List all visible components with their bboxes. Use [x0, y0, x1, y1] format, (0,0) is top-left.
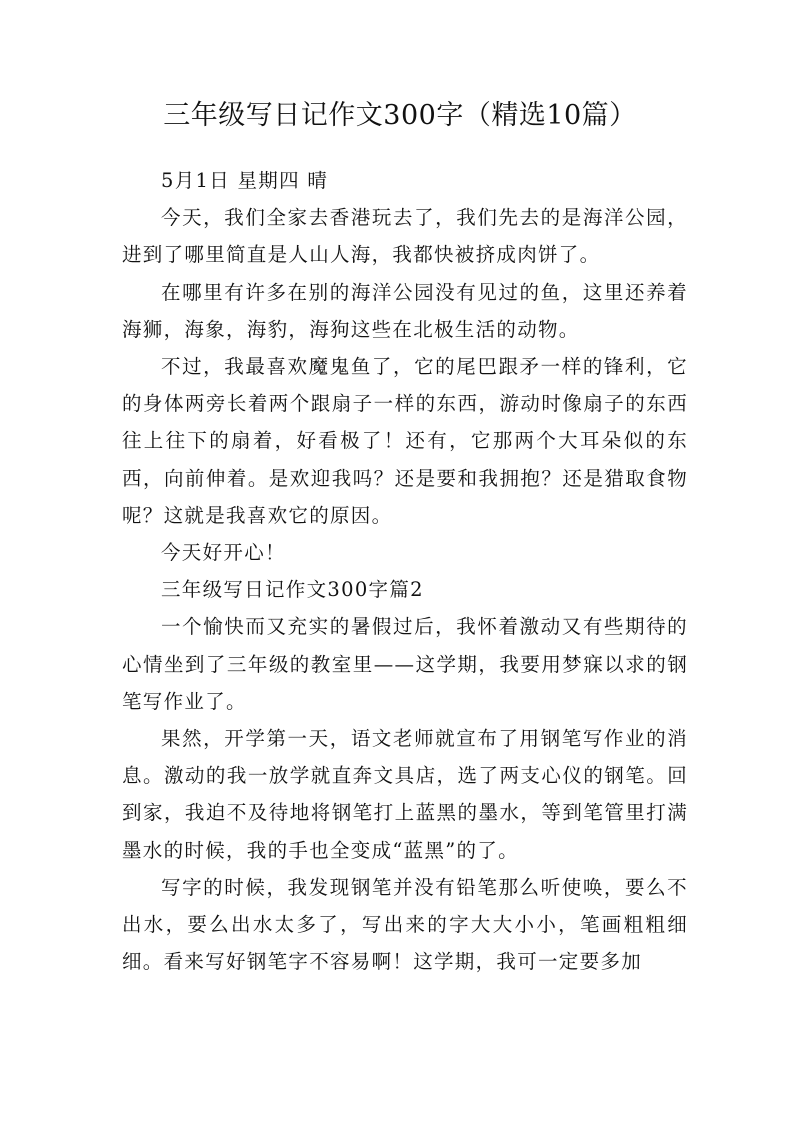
paragraph: 写字的时候，我发现钢笔并没有铅笔那么听使唤，要么不出水，要么出水太多了，写出来的字大大小小，笔画粗粗细细。看来写好钢笔字不容易啊！这学期，我可一定要多加 — [122, 875, 688, 974]
paragraph: 今天好开心！ — [161, 541, 286, 565]
document-title: 三年级写日记作文300字（精选10篇） — [163, 100, 637, 131]
paragraph: 今天，我们全家去香港玩去了，我们先去的是海洋公园，进到了哪里简直是人山人海，我都快被挤成肉饼了。 — [122, 206, 688, 267]
diary-date-line: 5月1日 星期四 晴 — [161, 169, 329, 192]
paragraph: 果然，开学第一天，语文老师就宣布了用钢笔写作业的消息。激动的我一放学就直奔文具店，选了两支心仪的钢笔。回到家，我迫不及待地将钢笔打上蓝黑的墨水，等到笔管里打满墨水的时候，我的手也全变成“蓝黑”的了。 — [122, 727, 688, 862]
paragraph: 不过，我最喜欢魔鬼鱼了，它的尾巴跟矛一样的锋利，它的身体两旁长着两个跟扇子一样的东西，游动时像扇子的东西往上往下的扇着，好看极了！还有，它那两个大耳朵似的东西，向前伸着。是欢迎我吗？还是要和我拥抱？还是猎取食物呢？这就是我喜欢它的原因。 — [122, 355, 688, 527]
paragraph: 在哪里有许多在别的海洋公园没有见过的鱼，这里还养着海狮，海象，海豹，海狗这些在北极生活的动物。 — [122, 280, 688, 341]
document-body — [122, 162, 688, 980]
section-heading: 三年级写日记作文300字篇2 — [161, 578, 424, 602]
paragraph: 一个愉快而又充实的暑假过后，我怀着激动又有些期待的心情坐到了三年级的教室里——这学期，我要用梦寐以求的钢笔写作业了。 — [122, 615, 688, 713]
